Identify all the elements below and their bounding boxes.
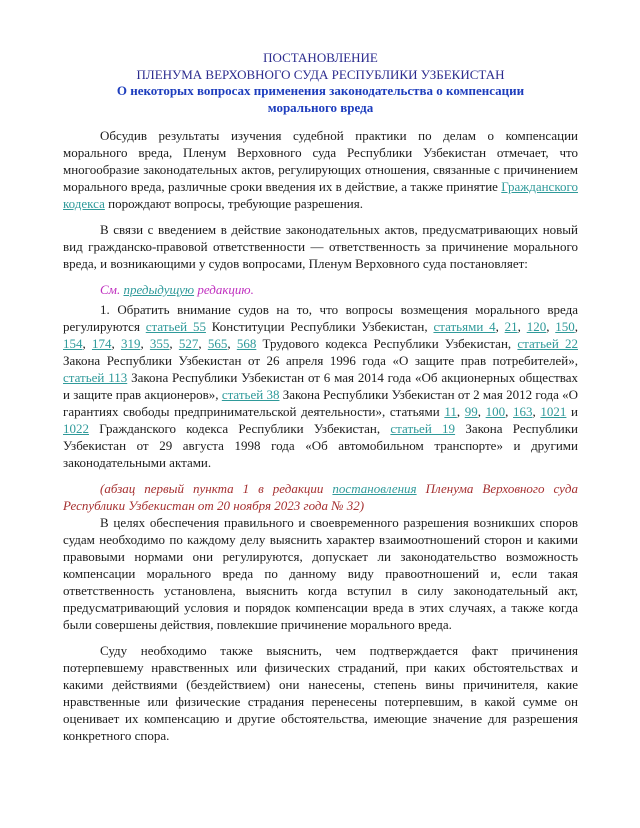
text-run: , <box>82 336 92 351</box>
law-reference-link[interactable]: Гражданского кодекса <box>63 179 578 211</box>
text-run: , <box>505 404 514 419</box>
law-reference-link[interactable]: предыдущую <box>123 282 195 297</box>
law-reference-link[interactable]: 100 <box>485 404 506 419</box>
law-reference-link[interactable]: 355 <box>149 336 170 351</box>
paragraph-preamble <box>63 221 578 272</box>
text-run: 1. Обратить внимание судов на то, что вопросы возмещения морального вреда регулируются <box>63 302 578 334</box>
law-reference-link[interactable]: 568 <box>236 336 257 351</box>
paragraph-point-1 <box>63 301 578 471</box>
doc-type-line: ПОСТАНОВЛЕНИЕ <box>263 50 378 65</box>
text-run: , <box>111 336 121 351</box>
law-reference-link[interactable]: 120 <box>526 319 547 334</box>
text-run: , <box>198 336 208 351</box>
law-reference-link[interactable]: статьей 113 <box>63 370 128 385</box>
text-run: , <box>574 319 579 334</box>
paragraph-court-duty <box>63 642 578 744</box>
text-run: Трудового кодекса Республики Узбекистан, <box>256 336 518 351</box>
doc-title: О некоторых вопросах применения законодательства о компенсации морального вреда <box>116 83 525 115</box>
text-run: (абзац первый пункта 1 в редакции <box>100 481 333 496</box>
text-run: Гражданского кодекса Республики Узбекистан, <box>89 421 391 436</box>
text-run: Обсудив результаты изучения судебной практики по делам о компенсации морального вреда, Пленум Верховного суда Республики Узбекистан отмечает, что многообразие законодательных актов, регулирующих отношения, связанные с причинением морального вреда, различные сроки введения их в действие, а также принятие <box>63 128 578 194</box>
law-reference-link[interactable]: статьей 55 <box>145 319 206 334</box>
law-reference-link[interactable]: 150 <box>555 319 575 334</box>
text-run: Конституции Республики Узбекистан, <box>205 319 434 334</box>
law-reference-link[interactable]: 319 <box>120 336 141 351</box>
law-reference-link[interactable]: статьей 22 <box>517 336 578 351</box>
law-reference-link[interactable]: 1022 <box>63 421 89 436</box>
text-run: В целях обеспечения правильного и своевременного разрешения возникших споров судам необходимо по каждому делу выяснить характер взаимоотношений сторон и какими правовыми нормами они регулируются, допускает ли законодательство возможность компенсации морального вреда по данному виду правоотношений и, если такая ответственность установлена, выяснить когда вступил в силу законодательный акт, предусматривающий условия и порядок компенсации вреда в этих случаях, а также когда были совершены действия, повлекшие причинение морального вреда. <box>63 515 578 632</box>
text-run: , <box>532 404 541 419</box>
law-reference-link[interactable]: статьей 38 <box>221 387 280 402</box>
text-run: См. <box>100 282 124 297</box>
note-see-previous-edition <box>63 281 578 298</box>
text-run: , <box>227 336 237 351</box>
law-reference-link[interactable]: 565 <box>207 336 228 351</box>
law-reference-link[interactable]: 154 <box>63 336 83 351</box>
text-run: , <box>169 336 179 351</box>
law-reference-link[interactable]: 21 <box>504 319 518 334</box>
law-reference-link[interactable]: 163 <box>513 404 533 419</box>
text-run: , <box>140 336 150 351</box>
law-reference-link[interactable]: 99 <box>464 404 478 419</box>
text-run: Пленума Верховного суда Республики Узбекистан от 20 ноября 2023 года № 32) <box>63 481 578 513</box>
doc-issuer-line: ПЛЕНУМА ВЕРХОВНОГО СУДА РЕСПУБЛИКИ УЗБЕКИСТАН <box>136 66 505 82</box>
note-revision-2023 <box>63 480 578 514</box>
law-reference-link[interactable]: 527 <box>178 336 199 351</box>
text-run: , <box>477 404 486 419</box>
document-header <box>63 50 578 116</box>
text-run: и <box>566 404 579 419</box>
text-run: Суду необходимо также выяснить, чем подтверждается факт причинения потерпевшему нравственных или физических страданий, при каких обстоятельствах и какими действиями (бездействием) они нанесены, степень вины причинителя, какие нравственные или физические страдания перенесены потерпевшим, в какой сумме он оценивает их компенсацию и другие обстоятельства, имеющие значение для разрешения конкретного спора. <box>63 643 578 743</box>
text-run: Закона Республики Узбекистан от 29 августа 1998 года «Об автомобильном транспорте» и другими законодательными актами. <box>63 421 578 470</box>
law-reference-link[interactable]: статьей 19 <box>390 421 456 436</box>
text-run: порождают вопросы, требующие разрешения. <box>104 196 363 211</box>
text-run: В связи с введением в действие законодательных актов, предусматривающих новый вид гражданско-правовой ответственности — ответственность за причинение морального вреда, и возникающими у судов вопросами, Пленум Верховного суда постановляет: <box>63 222 578 271</box>
law-reference-link[interactable]: 1021 <box>540 404 567 419</box>
text-run: , <box>517 319 527 334</box>
paragraph-intro <box>63 127 578 212</box>
text-run: , <box>546 319 556 334</box>
law-reference-link[interactable]: 11 <box>444 404 457 419</box>
paragraph-purpose <box>63 514 578 633</box>
text-run: , <box>456 404 465 419</box>
text-run: редакцию. <box>194 282 254 297</box>
text-run: Закона Республики Узбекистан от 2 мая 2012 года «О гарантиях свободы предпринимательской деятельности», статьями <box>63 387 578 419</box>
law-reference-link[interactable]: 174 <box>91 336 112 351</box>
text-run: Закона Республики Узбекистан от 6 мая 2014 года «Об акционерных обществах и защите прав акционеров», <box>63 370 578 402</box>
law-reference-link[interactable]: постановления <box>332 481 417 496</box>
law-reference-link[interactable]: статьями 4 <box>433 319 496 334</box>
text-run: Закона Республики Узбекистан от 26 апреля 1996 года «О защите прав потребителей», <box>63 353 578 368</box>
text-run: , <box>495 319 505 334</box>
